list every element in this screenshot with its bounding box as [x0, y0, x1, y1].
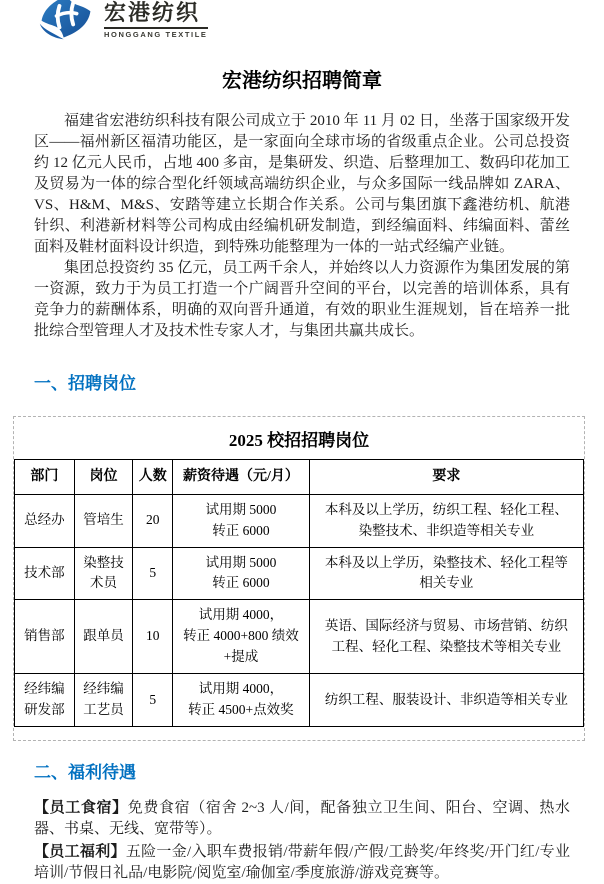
- cell-num: 10: [133, 600, 173, 674]
- welfare-housing: [34, 798, 570, 840]
- cell-post: 染整技术员: [74, 547, 133, 600]
- company-intro: [34, 111, 570, 342]
- company-logo: [34, 0, 570, 52]
- cell-dept: 总经办: [15, 494, 75, 547]
- salary-line-1: 试用期 5000: [205, 554, 277, 570]
- table-row: [15, 494, 584, 547]
- page-title: 宏港纺织招聘简章: [222, 70, 382, 92]
- cell-req: 本科及以上学历，染整技术、轻化工程等相关专业: [309, 547, 583, 600]
- section-heading-recruit: 一、招聘岗位: [34, 374, 136, 393]
- table-row: [15, 547, 584, 600]
- cell-dept: 经纬编研发部: [15, 674, 75, 727]
- cell-num: 5: [133, 547, 173, 600]
- salary-line-2: 转正 4000+800 绩效+提成: [183, 628, 299, 665]
- cell-req: 本科及以上学历，纺织工程、轻化工程、染整技术、非织造等相关专业: [309, 494, 583, 547]
- cell-dept: 销售部: [15, 600, 75, 674]
- cell-post: 跟单员: [74, 600, 133, 674]
- recruit-table-container: [13, 416, 585, 741]
- cell-post: 管培生: [74, 494, 133, 547]
- cell-req: 英语、国际经济与贸易、市场营销、纺织工程、轻化工程、染整技术等相关专业: [309, 600, 583, 674]
- cell-salary: [173, 674, 310, 727]
- logo-swoosh-icon: [34, 0, 98, 44]
- salary-line-1: 试用期 4000，: [198, 607, 284, 623]
- logo-name-en: HONGGANG TEXTILE: [104, 27, 208, 39]
- section-heading-welfare: 二、福利待遇: [34, 762, 136, 782]
- welfare-housing-text: 免费食宿（宿舍 2~3 人/间，配备独立卫生间、阳台、空调、热水器、书桌、无线、宽带等）。: [34, 799, 570, 837]
- salary-line-2: 转正 4500+点效奖: [188, 702, 294, 718]
- cell-num: 5: [133, 674, 173, 727]
- col-header-req: 要求: [309, 460, 583, 495]
- cell-salary: [173, 494, 310, 547]
- col-header-num: 人数: [133, 460, 173, 495]
- welfare-benefits: [34, 842, 570, 884]
- welfare-benefits-label: 【员工福利】: [34, 843, 126, 860]
- table-row: [15, 600, 584, 674]
- cell-post: 经纬编工艺员: [74, 674, 133, 727]
- col-header-post: 岗位: [74, 460, 133, 495]
- welfare-benefits-text: 五险一金/入职车费报销/带薪年假/产假/工龄奖/年终奖/开门红/专业培训/节假日礼品/电影院/阅览室/瑜伽室/季度旅游/游戏竞赛等。: [34, 843, 570, 881]
- table-header-row: [15, 460, 584, 495]
- intro-paragraph-1: 福建省宏港纺织科技有限公司成立于 2010 年 11 月 02 日，坐落于国家级开发区——福州新区福清功能区，是一家面向全球市场的省级重点企业。公司总投资约 12 亿元人民币，占地 400 多亩，是集研发、织造、后整理加工、数码印花加工及贸易为一体的综合型化纤领域高端纺织企业，与众多国际一线品牌如 ZARA、VS、H&M、M&S、安踏等建立长期合作关系。公司与集团旗下鑫港纺机、航港针织、利港新材料等公司构成由经编机研发制造，到经编面料、纬编面料、蕾丝面料及鞋材面料设计织造，到特殊功能整理为一体的一站式经编产业链。: [34, 113, 570, 255]
- col-header-dept: 部门: [15, 460, 75, 495]
- salary-line-1: 试用期 4000，: [198, 681, 284, 697]
- salary-line-2: 转正 6000: [212, 522, 270, 538]
- logo-text: [104, 2, 208, 39]
- logo-name-cn: 宏港纺织: [104, 0, 201, 25]
- salary-line-1: 试用期 5000: [205, 501, 277, 517]
- welfare-section: [34, 798, 570, 884]
- table-title: 2025 校招招聘岗位: [228, 431, 370, 450]
- cell-salary: [173, 600, 310, 674]
- table-row: [15, 674, 584, 727]
- cell-req: 纺织工程、服装设计、非织造等相关专业: [309, 674, 583, 727]
- cell-num: 20: [133, 494, 173, 547]
- recruit-table: [14, 459, 584, 727]
- intro-paragraph-2: 集团总投资约 35 亿元，员工两千余人，并始终以人力资源作为集团发展的第一资源，致力于为员工打造一个广阔晋升空间的平台，以完善的培训体系，具有竞争力的薪酬体系，明确的双向晋升通道，有效的职业生涯规划，旨在培养一批批综合型管理人才及技术性专家人才，与集团共赢共成长。: [34, 260, 570, 339]
- cell-salary: [173, 547, 310, 600]
- col-header-salary: 薪资待遇（元/月）: [173, 460, 310, 495]
- welfare-housing-label: 【员工食宿】: [34, 799, 128, 816]
- salary-line-2: 转正 6000: [212, 575, 270, 591]
- cell-dept: 技术部: [15, 547, 75, 600]
